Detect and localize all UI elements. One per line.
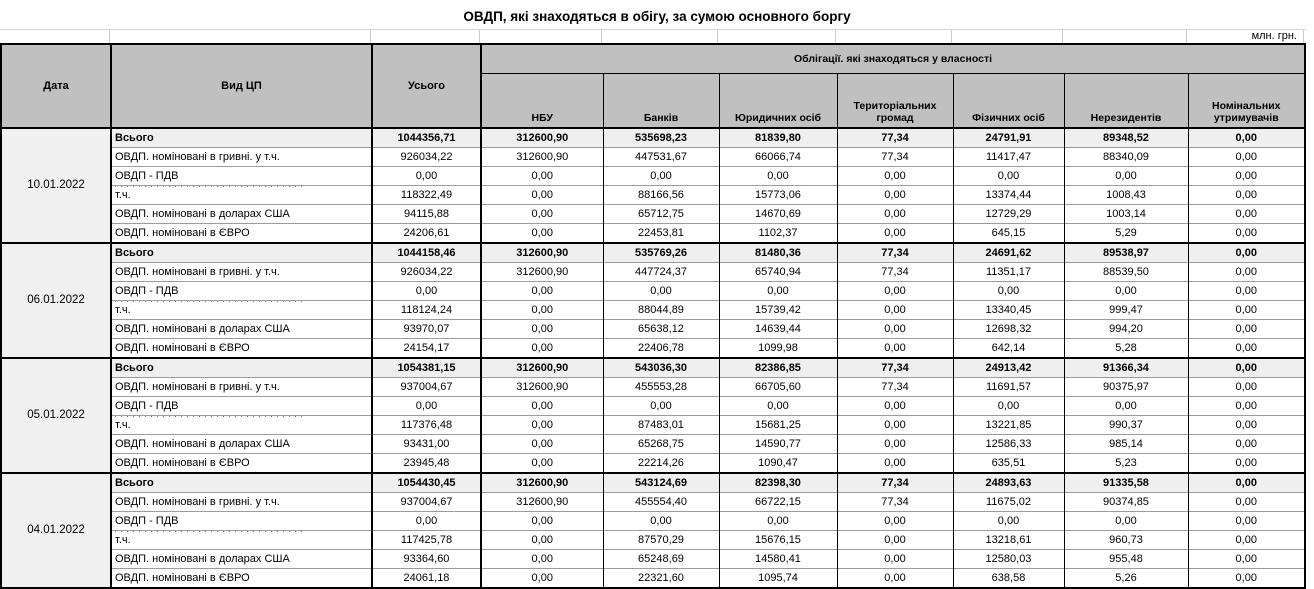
grid-line xyxy=(1186,30,1187,43)
value-cell: 0,00 xyxy=(603,282,719,301)
value-cell: 0,00 xyxy=(837,416,953,435)
value-cell: 0,00 xyxy=(1064,282,1188,301)
value-cell: 0,00 xyxy=(1188,224,1305,244)
value-cell: 87483,01 xyxy=(603,416,719,435)
row-label: Всього xyxy=(111,473,372,493)
value-cell: 117425,78 xyxy=(372,531,481,550)
value-cell: 24791,91 xyxy=(953,128,1064,148)
col-header-type: Вид ЦП xyxy=(111,44,372,128)
value-cell: 0,00 xyxy=(719,397,837,416)
grid-line xyxy=(601,30,602,43)
value-cell: 0,00 xyxy=(837,167,953,186)
value-cell: 5,23 xyxy=(1064,454,1188,474)
value-cell: 312600,90 xyxy=(481,378,603,397)
value-cell: 1102,37 xyxy=(719,224,837,244)
value-cell: 0,00 xyxy=(603,167,719,186)
value-cell: 0,00 xyxy=(372,512,481,531)
value-cell: 0,00 xyxy=(837,224,953,244)
value-cell: 0,00 xyxy=(837,186,953,205)
value-cell: 0,00 xyxy=(603,512,719,531)
value-cell: 455554,40 xyxy=(603,493,719,512)
value-cell: 455553,28 xyxy=(603,378,719,397)
value-cell: 0,00 xyxy=(1064,397,1188,416)
value-cell: 543124,69 xyxy=(603,473,719,493)
row-label: ОВДП. номіновані в ЄВРО xyxy=(111,569,372,589)
value-cell: 89538,97 xyxy=(1064,243,1188,263)
value-cell: 0,00 xyxy=(1188,148,1305,167)
col-header-owner: Нерезидентів xyxy=(1064,74,1188,129)
value-cell: 994,20 xyxy=(1064,320,1188,339)
value-cell: 955,48 xyxy=(1064,550,1188,569)
row-label: ОВДП - ПДВ xyxy=(111,512,372,531)
value-cell: 0,00 xyxy=(719,512,837,531)
value-cell: 82386,85 xyxy=(719,358,837,378)
value-cell: 0,00 xyxy=(837,320,953,339)
value-cell: 0,00 xyxy=(481,454,603,474)
value-cell: 0,00 xyxy=(953,167,1064,186)
value-cell: 24061,18 xyxy=(372,569,481,589)
value-cell: 14670,69 xyxy=(719,205,837,224)
value-cell: 645,15 xyxy=(953,224,1064,244)
value-cell: 543036,30 xyxy=(603,358,719,378)
row-label: т.ч. xyxy=(111,186,372,205)
value-cell: 1008,43 xyxy=(1064,186,1188,205)
value-cell: 0,00 xyxy=(1188,186,1305,205)
grid-line xyxy=(951,30,952,43)
row-label: ОВДП. номіновані в гривні. у т.ч. xyxy=(111,148,372,167)
value-cell: 0,00 xyxy=(953,282,1064,301)
value-cell: 1054430,45 xyxy=(372,473,481,493)
grid-line xyxy=(717,30,718,43)
table-row xyxy=(1,454,1305,474)
value-cell: 94115,88 xyxy=(372,205,481,224)
table-row xyxy=(1,205,1305,224)
col-header-owner: Номінальних утримувачів xyxy=(1188,74,1305,129)
table-row xyxy=(1,282,1305,301)
value-cell: 0,00 xyxy=(481,205,603,224)
value-cell: 24913,42 xyxy=(953,358,1064,378)
value-cell: 0,00 xyxy=(837,454,953,474)
table-row xyxy=(1,128,1305,148)
value-cell: 1054381,15 xyxy=(372,358,481,378)
table-row xyxy=(1,186,1305,205)
value-cell: 77,34 xyxy=(837,243,953,263)
value-cell: 312600,90 xyxy=(481,148,603,167)
value-cell: 0,00 xyxy=(1188,435,1305,454)
value-cell: 77,34 xyxy=(837,473,953,493)
value-cell: 0,00 xyxy=(837,435,953,454)
value-cell: 0,00 xyxy=(1188,205,1305,224)
col-header-ownership-group: Облігації. які знаходяться у власності xyxy=(481,44,1305,74)
grid-line xyxy=(1303,30,1304,43)
table-row xyxy=(1,243,1305,263)
value-cell: 81839,80 xyxy=(719,128,837,148)
table-row xyxy=(1,531,1305,550)
value-cell: 15773,06 xyxy=(719,186,837,205)
bonds-table xyxy=(0,43,1306,589)
value-cell: 90374,85 xyxy=(1064,493,1188,512)
table-row xyxy=(1,397,1305,416)
value-cell: 635,51 xyxy=(953,454,1064,474)
value-cell: 77,34 xyxy=(837,493,953,512)
value-cell: 24154,17 xyxy=(372,339,481,359)
row-label: ОВДП. номіновані в доларах США xyxy=(111,205,372,224)
value-cell: 0,00 xyxy=(481,435,603,454)
col-header-owner: Фізичних осіб xyxy=(953,74,1064,129)
value-cell: 82398,30 xyxy=(719,473,837,493)
date-cell: 04.01.2022 xyxy=(1,473,111,588)
row-label: ОВДП. номіновані в гривні. у т.ч. xyxy=(111,493,372,512)
value-cell: 0,00 xyxy=(1188,358,1305,378)
value-cell: 0,00 xyxy=(481,282,603,301)
value-cell: 65268,75 xyxy=(603,435,719,454)
value-cell: 642,14 xyxy=(953,339,1064,359)
value-cell: 0,00 xyxy=(1188,397,1305,416)
value-cell: 312600,90 xyxy=(481,358,603,378)
col-header-owner: Юридичних осіб xyxy=(719,74,837,129)
value-cell: 23945,48 xyxy=(372,454,481,474)
value-cell: 0,00 xyxy=(1188,378,1305,397)
value-cell: 1095,74 xyxy=(719,569,837,589)
value-cell: 0,00 xyxy=(837,512,953,531)
value-cell: 88044,89 xyxy=(603,301,719,320)
value-cell: 11675,02 xyxy=(953,493,1064,512)
value-cell: 12698,32 xyxy=(953,320,1064,339)
row-label: Всього xyxy=(111,358,372,378)
row-label: ОВДП - ПДВ xyxy=(111,397,372,416)
value-cell: 0,00 xyxy=(837,569,953,589)
table-row xyxy=(1,263,1305,282)
value-cell: 13218,61 xyxy=(953,531,1064,550)
value-cell: 0,00 xyxy=(481,416,603,435)
date-cell: 05.01.2022 xyxy=(1,358,111,473)
value-cell: 5,28 xyxy=(1064,339,1188,359)
value-cell: 0,00 xyxy=(1188,569,1305,589)
value-cell: 0,00 xyxy=(1188,339,1305,359)
value-cell: 0,00 xyxy=(719,167,837,186)
table-row xyxy=(1,148,1305,167)
value-cell: 535698,23 xyxy=(603,128,719,148)
table-row xyxy=(1,224,1305,244)
value-cell: 0,00 xyxy=(1188,454,1305,474)
value-cell: 312600,90 xyxy=(481,243,603,263)
value-cell: 118124,24 xyxy=(372,301,481,320)
value-cell: 0,00 xyxy=(372,167,481,186)
value-cell: 447531,67 xyxy=(603,148,719,167)
grid-line xyxy=(479,30,480,43)
value-cell: 88340,09 xyxy=(1064,148,1188,167)
grid-line xyxy=(1062,30,1063,43)
value-cell: 24206,61 xyxy=(372,224,481,244)
row-label: ОВДП - ПДВ xyxy=(111,282,372,301)
value-cell: 11351,17 xyxy=(953,263,1064,282)
value-cell: 5,26 xyxy=(1064,569,1188,589)
value-cell: 0,00 xyxy=(837,397,953,416)
value-cell: 312600,90 xyxy=(481,493,603,512)
table-row xyxy=(1,416,1305,435)
table-row xyxy=(1,378,1305,397)
value-cell: 0,00 xyxy=(1188,243,1305,263)
value-cell: 15681,25 xyxy=(719,416,837,435)
table-row xyxy=(1,435,1305,454)
table-row xyxy=(1,339,1305,359)
value-cell: 77,34 xyxy=(837,378,953,397)
value-cell: 0,00 xyxy=(481,167,603,186)
value-cell: 88539,50 xyxy=(1064,263,1188,282)
value-cell: 0,00 xyxy=(481,569,603,589)
table-row xyxy=(1,320,1305,339)
value-cell: 66722,15 xyxy=(719,493,837,512)
value-cell: 87570,29 xyxy=(603,531,719,550)
value-cell: 937004,67 xyxy=(372,378,481,397)
row-label: ОВДП. номіновані в ЄВРО xyxy=(111,224,372,244)
value-cell: 77,34 xyxy=(837,358,953,378)
value-cell: 90375,97 xyxy=(1064,378,1188,397)
value-cell: 22406,78 xyxy=(603,339,719,359)
value-cell: 91366,34 xyxy=(1064,358,1188,378)
value-cell: 66066,74 xyxy=(719,148,837,167)
table-row xyxy=(1,569,1305,589)
value-cell: 0,00 xyxy=(1188,416,1305,435)
table-body xyxy=(1,128,1305,588)
value-cell: 65638,12 xyxy=(603,320,719,339)
value-cell: 0,00 xyxy=(1188,473,1305,493)
grid-line xyxy=(370,30,371,43)
value-cell: 65740,94 xyxy=(719,263,837,282)
value-cell: 15739,42 xyxy=(719,301,837,320)
value-cell: 1090,47 xyxy=(719,454,837,474)
row-label: ОВДП. номіновані в гривні. у т.ч. xyxy=(111,378,372,397)
value-cell: 91335,58 xyxy=(1064,473,1188,493)
value-cell: 11417,47 xyxy=(953,148,1064,167)
value-cell: 937004,67 xyxy=(372,493,481,512)
value-cell: 0,00 xyxy=(481,531,603,550)
value-cell: 960,73 xyxy=(1064,531,1188,550)
value-cell: 0,00 xyxy=(603,397,719,416)
col-header-total: Усього xyxy=(372,44,481,128)
value-cell: 0,00 xyxy=(1064,512,1188,531)
value-cell: 5,29 xyxy=(1064,224,1188,244)
value-cell: 926034,22 xyxy=(372,148,481,167)
value-cell: 0,00 xyxy=(372,282,481,301)
row-label: ОВДП. номіновані в доларах США xyxy=(111,320,372,339)
value-cell: 0,00 xyxy=(1188,493,1305,512)
value-cell: 312600,90 xyxy=(481,128,603,148)
value-cell: 22214,26 xyxy=(603,454,719,474)
value-cell: 12580,03 xyxy=(953,550,1064,569)
value-cell: 77,34 xyxy=(837,263,953,282)
table-row xyxy=(1,550,1305,569)
value-cell: 0,00 xyxy=(481,512,603,531)
value-cell: 999,47 xyxy=(1064,301,1188,320)
row-label: ОВДП. номіновані в доларах США xyxy=(111,550,372,569)
table-row xyxy=(1,301,1305,320)
value-cell: 0,00 xyxy=(1064,167,1188,186)
value-cell: 0,00 xyxy=(1188,128,1305,148)
value-cell: 14590,77 xyxy=(719,435,837,454)
value-cell: 22321,60 xyxy=(603,569,719,589)
value-cell: 0,00 xyxy=(837,339,953,359)
table-row xyxy=(1,473,1305,493)
value-cell: 0,00 xyxy=(481,186,603,205)
value-cell: 88166,56 xyxy=(603,186,719,205)
value-cell: 1044356,71 xyxy=(372,128,481,148)
value-cell: 13374,44 xyxy=(953,186,1064,205)
value-cell: 0,00 xyxy=(837,301,953,320)
table-row xyxy=(1,493,1305,512)
value-cell: 638,58 xyxy=(953,569,1064,589)
value-cell: 0,00 xyxy=(481,550,603,569)
col-header-date: Дата xyxy=(1,44,111,128)
unit-label: млн. грн. xyxy=(1251,30,1297,42)
row-label: ОВДП. номіновані в ЄВРО xyxy=(111,454,372,474)
value-cell: 0,00 xyxy=(481,339,603,359)
table-row xyxy=(1,358,1305,378)
value-cell: 22453,81 xyxy=(603,224,719,244)
table-header xyxy=(1,44,1305,128)
value-cell: 77,34 xyxy=(837,128,953,148)
col-header-owner: Банків xyxy=(603,74,719,129)
row-label: Всього xyxy=(111,243,372,263)
row-label: ОВДП - ПДВ xyxy=(111,167,372,186)
value-cell: 0,00 xyxy=(1188,301,1305,320)
value-cell: 312600,90 xyxy=(481,473,603,493)
value-cell: 0,00 xyxy=(481,397,603,416)
table-row xyxy=(1,512,1305,531)
value-cell: 12729,29 xyxy=(953,205,1064,224)
value-cell: 0,00 xyxy=(1188,282,1305,301)
value-cell: 0,00 xyxy=(1188,550,1305,569)
date-cell: 06.01.2022 xyxy=(1,243,111,358)
value-cell: 0,00 xyxy=(1188,512,1305,531)
col-header-owner: НБУ xyxy=(481,74,603,129)
grid-line xyxy=(835,30,836,43)
value-cell: 0,00 xyxy=(1188,167,1305,186)
value-cell: 926034,22 xyxy=(372,263,481,282)
table-row xyxy=(1,167,1305,186)
date-cell: 10.01.2022 xyxy=(1,128,111,243)
value-cell: 11691,57 xyxy=(953,378,1064,397)
value-cell: 1099,98 xyxy=(719,339,837,359)
value-cell: 24893,63 xyxy=(953,473,1064,493)
value-cell: 13221,85 xyxy=(953,416,1064,435)
value-cell: 13340,45 xyxy=(953,301,1064,320)
row-label: ОВДП. номіновані в ЄВРО xyxy=(111,339,372,359)
value-cell: 447724,37 xyxy=(603,263,719,282)
value-cell: 24691,62 xyxy=(953,243,1064,263)
value-cell: 0,00 xyxy=(837,282,953,301)
value-cell: 0,00 xyxy=(837,531,953,550)
row-label: т.ч. xyxy=(111,531,372,550)
value-cell: 0,00 xyxy=(953,397,1064,416)
value-cell: 117376,48 xyxy=(372,416,481,435)
value-cell: 0,00 xyxy=(1188,263,1305,282)
value-cell: 1044158,46 xyxy=(372,243,481,263)
page-title: ОВДП, які знаходяться в обігу, за сумою основного боргу xyxy=(463,9,851,24)
value-cell: 0,00 xyxy=(481,320,603,339)
value-cell: 93970,07 xyxy=(372,320,481,339)
value-cell: 985,14 xyxy=(1064,435,1188,454)
value-cell: 0,00 xyxy=(481,224,603,244)
value-cell: 89348,52 xyxy=(1064,128,1188,148)
grid-line xyxy=(109,30,110,43)
value-cell: 312600,90 xyxy=(481,263,603,282)
value-cell: 0,00 xyxy=(837,550,953,569)
value-cell: 65248,69 xyxy=(603,550,719,569)
value-cell: 93431,00 xyxy=(372,435,481,454)
row-label: ОВДП. номіновані в доларах США xyxy=(111,435,372,454)
row-label: т.ч. xyxy=(111,301,372,320)
value-cell: 77,34 xyxy=(837,148,953,167)
value-cell: 0,00 xyxy=(1188,531,1305,550)
value-cell: 12586,33 xyxy=(953,435,1064,454)
value-cell: 14580,41 xyxy=(719,550,837,569)
value-cell: 990,37 xyxy=(1064,416,1188,435)
value-cell: 0,00 xyxy=(372,397,481,416)
value-cell: 65712,75 xyxy=(603,205,719,224)
unit-strip xyxy=(0,29,1306,43)
value-cell: 0,00 xyxy=(1188,320,1305,339)
value-cell: 118322,49 xyxy=(372,186,481,205)
row-label: т.ч. xyxy=(111,416,372,435)
value-cell: 0,00 xyxy=(837,205,953,224)
value-cell: 0,00 xyxy=(953,512,1064,531)
value-cell: 81480,36 xyxy=(719,243,837,263)
row-label: Всього xyxy=(111,128,372,148)
value-cell: 66705,60 xyxy=(719,378,837,397)
row-label: ОВДП. номіновані в гривні. у т.ч. xyxy=(111,263,372,282)
value-cell: 0,00 xyxy=(481,301,603,320)
value-cell: 535769,26 xyxy=(603,243,719,263)
value-cell: 15676,15 xyxy=(719,531,837,550)
col-header-owner: Територіальних громад xyxy=(837,74,953,129)
value-cell: 0,00 xyxy=(719,282,837,301)
value-cell: 93364,60 xyxy=(372,550,481,569)
value-cell: 1003,14 xyxy=(1064,205,1188,224)
value-cell: 14639,44 xyxy=(719,320,837,339)
